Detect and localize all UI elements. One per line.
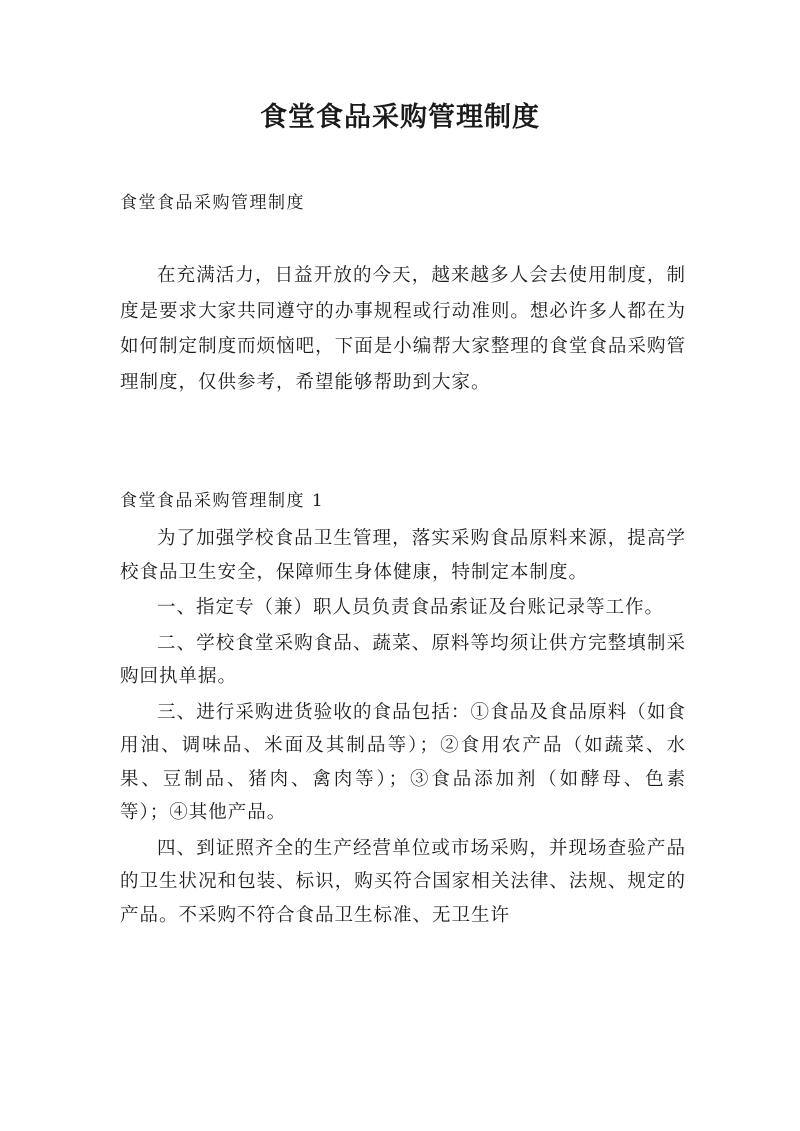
section-title: 食堂食品采购管理制度 1: [120, 491, 325, 511]
body-paragraph-purpose: 为了加强学校食品卫生管理，落实采购食品原料来源，提高学校食品卫生安全，保障师生身体健康，特制定本制度。: [120, 528, 686, 583]
document-subtitle: 食堂食品采购管理制度: [120, 193, 305, 213]
document-title: 食堂食品采购管理制度: [260, 102, 540, 133]
body-paragraph-1: 一、指定专（兼）职人员负责食品索证及台账记录等工作。: [157, 597, 665, 618]
body-paragraph-2: 二、学校食堂采购食品、蔬菜、原料等均须让供方完整填制采购回执单据。: [120, 632, 686, 687]
section-body: [120, 522, 686, 932]
body-paragraph-3: 三、进行采购进货验收的食品包括：①食品及食品原料（如食用油、调味品、米面及其制品等）；②食用农产品（如蔬菜、水果、豆制品、猪肉、禽肉等）；③食品添加剂（如酵母、色素等）；④其他产品。: [120, 701, 686, 823]
body-paragraph-4: 四、到证照齐全的生产经营单位或市场采购，并现场查验产品的卫生状况和包装、标识，购买符合国家相关法律、法规、规定的产品。不采购不符合食品卫生标准、无卫生许: [120, 837, 686, 926]
intro-paragraph: 在充满活力，日益开放的今天，越来越多人会去使用制度，制度是要求大家共同遵守的办事规程或行动准则。想必许多人都在为如何制定制度而烦恼吧，下面是小编帮大家整理的食堂食品采购管理制度，仅供参考，希望能够帮助到大家。: [120, 265, 686, 393]
